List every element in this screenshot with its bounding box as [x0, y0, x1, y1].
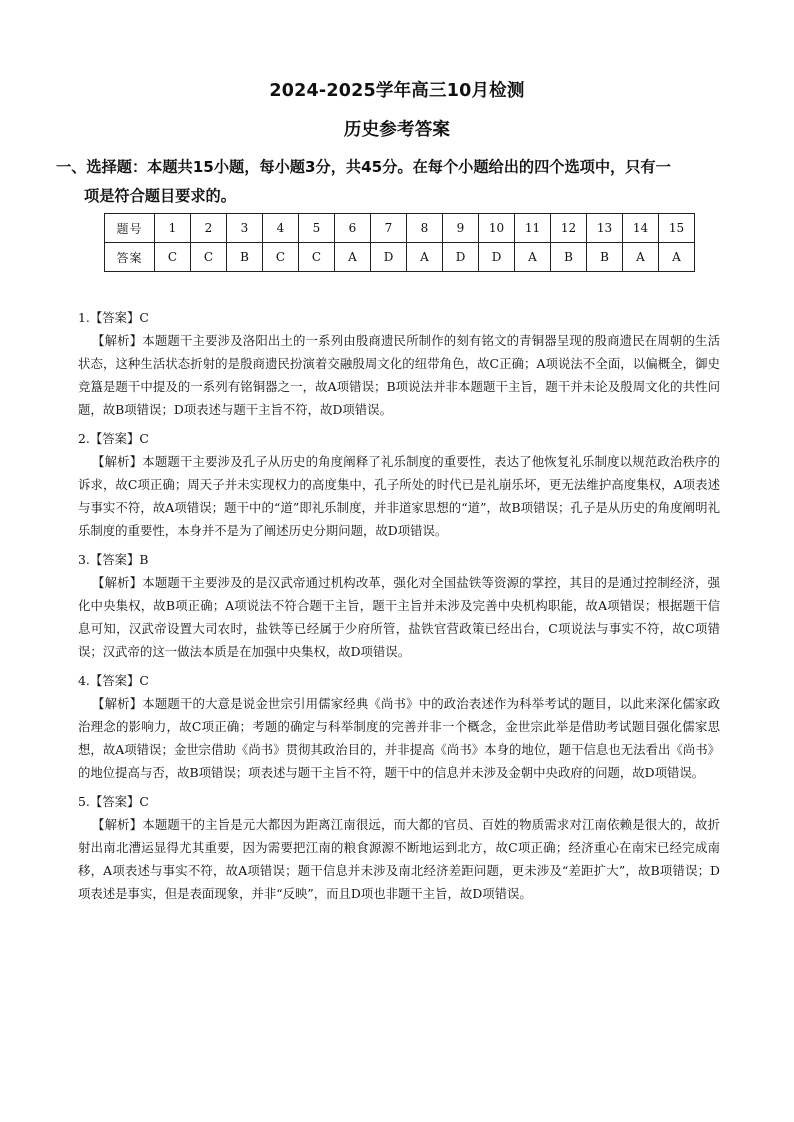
question-number: 6 — [335, 214, 371, 243]
answer-heading: 1.【答案】C — [78, 310, 149, 325]
answer-heading: 4.【答案】C — [78, 673, 149, 688]
answer-cell: C — [191, 243, 227, 272]
answer-cell: B — [587, 243, 623, 272]
page-subtitle: 历史参考答案 — [343, 120, 451, 140]
explanation-text: 【解析】本题题干的大意是说金世宗引用儒家经典《尚书》中的政治表述作为科举考试的题目，以此来深化儒家政治理念的影响力，故C项正确；考题的确定与科举制度的完善并非一个概念，金世宗此举是借助考试题目强化儒家思想，故A项错误；金世宗借助《尚书》贯彻其政治目的，并非提高《尚书》本身的地位，题干信息也无法看出《尚书》的地位提高与否，故B项错误；项表述与题干主旨不符，题干中的信息并未涉及金朝中央政府的问题，故D项错误。 — [78, 696, 720, 780]
question-number: 5 — [299, 214, 335, 243]
explanation-text: 【解析】本题题干主要涉及洛阳出土的一系列由殷商遗民所制作的刻有铭文的青铜器呈现的殷商遗民在周朝的生活状态，这种生活状态折射的是殷商遗民扮演着交融殷周文化的纽带角色，故C正确；A项说法不全面，以偏概全，御史竞簋是题干中提及的一系列有铭铜器之一，故A项错误；B项说法并非本题题干主旨，题干并未论及殷周文化的共性问题，故B项错误；D项表述与题干主旨不符，故D项错误。 — [78, 333, 720, 417]
answer-cell: D — [371, 243, 407, 272]
answer-cell: B — [551, 243, 587, 272]
explanation-item — [78, 306, 720, 421]
question-number: 10 — [479, 214, 515, 243]
explanation-item — [78, 669, 720, 784]
question-number: 7 — [371, 214, 407, 243]
answer-cell: C — [155, 243, 191, 272]
section-heading-line1: 一、选择题：本题共15小题，每小题3分，共45分。在每个小题给出的四个选项中，只有一 — [56, 158, 671, 176]
answer-cell: B — [227, 243, 263, 272]
answer-cell: A — [659, 243, 695, 272]
explanation-item — [78, 427, 720, 542]
answer-heading: 5.【答案】C — [78, 794, 149, 809]
question-number: 4 — [263, 214, 299, 243]
row-label-answer: 答案 — [105, 243, 155, 272]
explanations — [78, 306, 720, 905]
answer-heading: 2.【答案】C — [78, 431, 149, 446]
section-heading-line2: 项是符合题目要求的。 — [84, 187, 236, 205]
answer-row — [105, 243, 695, 272]
question-number: 3 — [227, 214, 263, 243]
page-title: 2024-2025学年高三10月检测 — [269, 81, 525, 101]
answer-heading: 3.【答案】B — [78, 552, 149, 567]
question-number: 9 — [443, 214, 479, 243]
question-number-row — [105, 214, 695, 243]
answer-cell: C — [299, 243, 335, 272]
row-label-number: 题号 — [105, 214, 155, 243]
answer-table — [104, 213, 695, 272]
question-number: 13 — [587, 214, 623, 243]
question-number: 1 — [155, 214, 191, 243]
question-number: 14 — [623, 214, 659, 243]
explanation-text: 【解析】本题题干主要涉及的是汉武帝通过机构改革，强化对全国盐铁等资源的掌控，其目的是通过控制经济，强化中央集权，故B项正确；A项说法不符合题干主旨，题干主旨并未涉及完善中央机构职能，故A项错误；根据题干信息可知，汉武帝设置大司农时，盐铁等已经属于少府所管，盐铁官营政策已经出台，C项说法与事实不符，故C项错误；汉武帝的这一做法本质是在加强中央集权，故D项错误。 — [78, 575, 720, 659]
question-number: 2 — [191, 214, 227, 243]
explanation-item — [78, 790, 720, 905]
explanation-item — [78, 548, 720, 663]
question-number: 8 — [407, 214, 443, 243]
answer-cell: D — [443, 243, 479, 272]
question-number: 12 — [551, 214, 587, 243]
explanation-text: 【解析】本题题干的主旨是元大都因为距离江南很远，而大都的官员、百姓的物质需求对江南依赖是很大的，故折射出南北漕运显得尤其重要，因为需要把江南的粮食源源不断地运到北方，故C项正确；经济重心在南宋已经完成南移，A项表述与事实不符，故A项错误；题干信息并未涉及南北经济差距问题，更未涉及“差距扩大”，故B项错误；D项表述是事实，但是表面现象，并非“反映”，而且D项也非题干主旨，故D项错误。 — [78, 817, 720, 901]
question-number: 11 — [515, 214, 551, 243]
answer-cell: A — [407, 243, 443, 272]
answer-cell: A — [515, 243, 551, 272]
answer-cell: A — [335, 243, 371, 272]
answer-cell: C — [263, 243, 299, 272]
answer-cell: D — [479, 243, 515, 272]
answer-cell: A — [623, 243, 659, 272]
section-heading — [56, 153, 736, 211]
question-number: 15 — [659, 214, 695, 243]
explanation-text: 【解析】本题题干主要涉及孔子从历史的角度阐释了礼乐制度的重要性，表达了他恢复礼乐制度以规范政治秩序的诉求，故C项正确；周天子并未实现权力的高度集中，孔子所处的时代已是礼崩乐坏，更无法维护高度集权，A项表述与事实不符，故A项错误；题干中的“道”即礼乐制度，并非道家思想的“道”，故B项错误；孔子是从历史的角度阐明礼乐制度的重要性，本身并不是为了阐述历史分期问题，故D项错误。 — [78, 454, 720, 538]
